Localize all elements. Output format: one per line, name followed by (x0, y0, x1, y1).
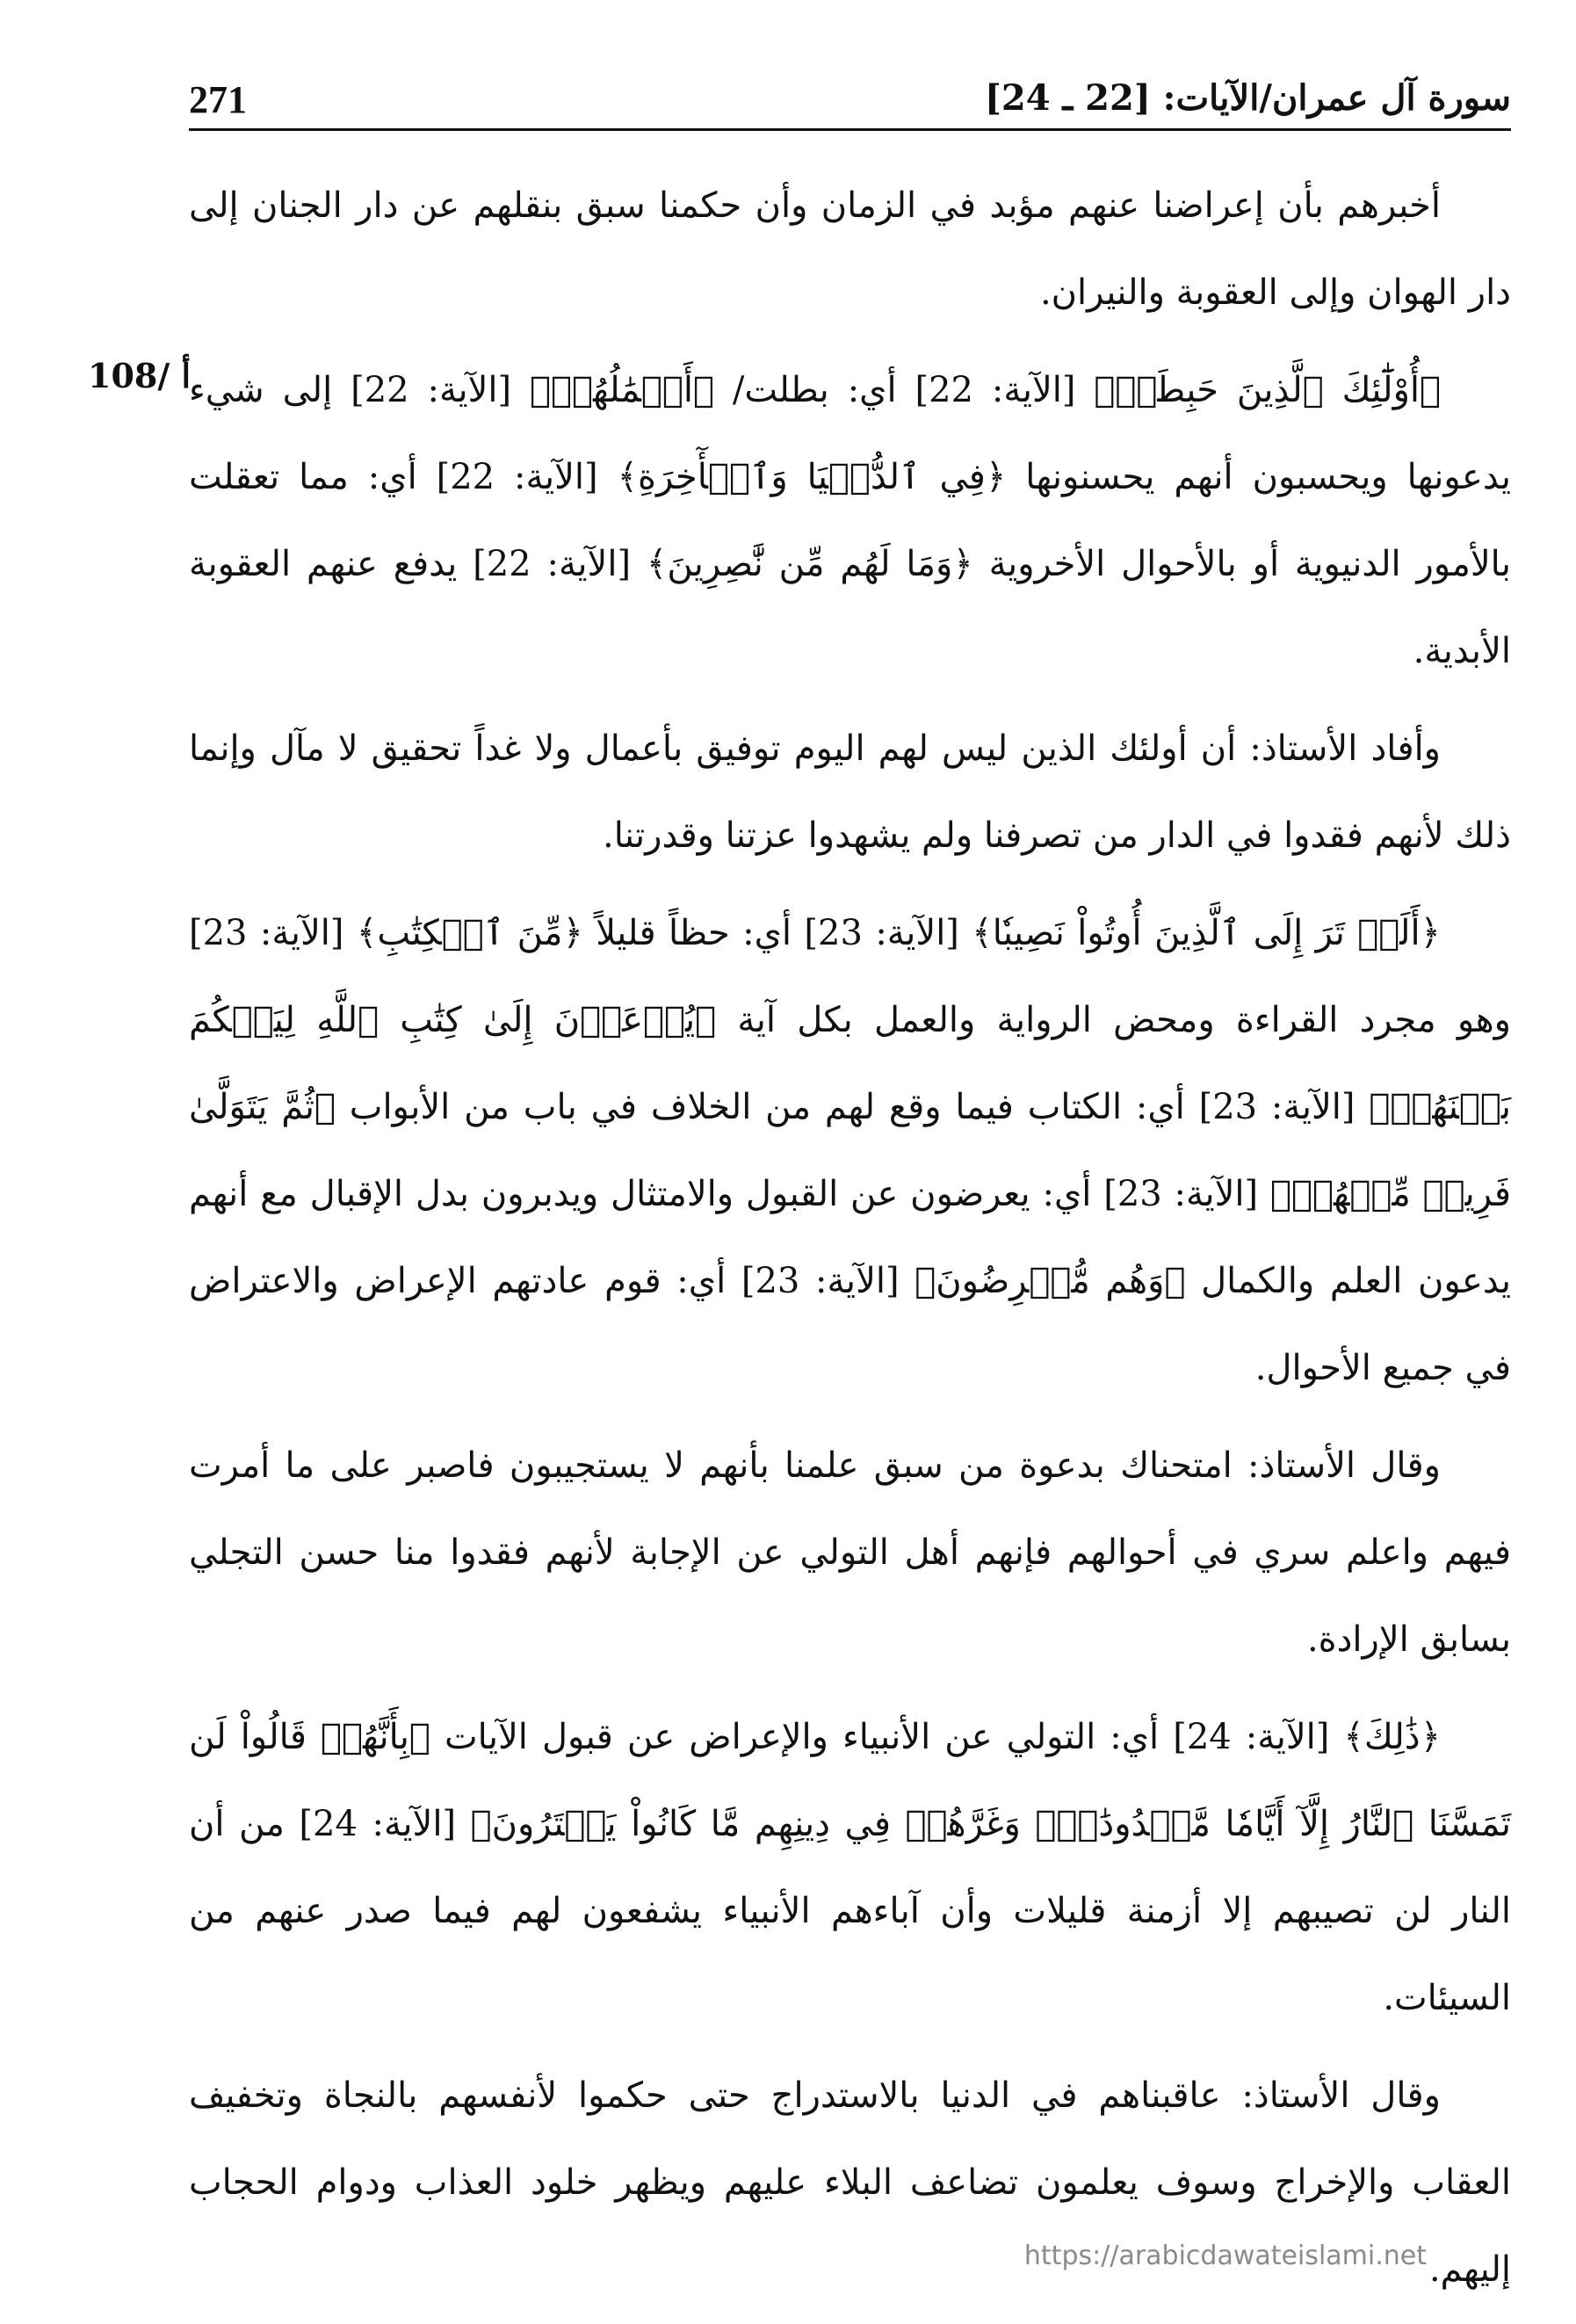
manuscript-folio-marker: 108/ أ (88, 356, 191, 395)
page-body (189, 163, 1511, 2324)
header-rule (189, 128, 1511, 131)
page-number: 271 (189, 78, 247, 121)
paragraph-5: وقال الأستاذ: امتحناك بدعوة من سبق علمنا بأنهم لا يستجيبون فاصبر على ما أمرت فيهم واعلم سري في أحوالهم فإنهم أهل التولي عن الإجابة لأنهم فقدوا منا حسن التجلي بسابق الإرادة. (189, 1445, 1511, 1660)
paragraph-2: ﴿أُوْلَٰٓئِكَ ٱلَّذِينَ حَبِطَتۡ﴾ [الآية: 22] أي: بطلت/ ﴿أَعۡمَٰلُهُمۡ﴾ [الآية: 22] إلى شيء يدعونها ويحسبون أنهم يحسنونها ﴿فِي ٱلدُّنۡيَا وَٱلۡأٓخِرَةِ﴾ [الآية: 22] أي: مما تعقلت بالأمور الدنيوية أو بالأحوال الأخروية ﴿وَمَا لَهُم مِّن نَّٰصِرِينَ﴾ [الآية: 22] يدفع عنهم العقوبة الأبدية. (189, 370, 1512, 671)
page-header (189, 69, 1511, 130)
running-title: سورة آل عمران/الآيات: [22 ـ 24] (984, 77, 1511, 119)
paragraph-6: ﴿ذَٰلِكَ﴾ [الآية: 24] أي: التولي عن الأنبياء والإعراض عن قبول الآيات ﴿بِأَنَّهُمۡ قَالُواْ لَن تَمَسَّنَا ٱلنَّارُ إِلَّآ أَيَّامٗا مَّعۡدُودَٰتٖۖ وَغَرَّهُمۡ فِي دِينِهِم مَّا كَانُواْ يَفۡتَرُونَ﴾ [الآية: 24] من أن النار لن تصيبهم إلا أزمنة قليلات وأن آباءهم الأنبياء يشفعون لهم فيما صدر عنهم من السيئات. (189, 1717, 1512, 2018)
paragraph-4: ﴿أَلَمۡ تَرَ إِلَى ٱلَّذِينَ أُوتُواْ نَصِيبٗا﴾ [الآية: 23] أي: حظاً قليلاً ﴿مِّنَ ٱلۡكِتَٰبِ﴾ [الآية: 23] وهو مجرد القراءة ومحض الرواية والعمل بكل آية ﴿يُدۡعَوۡنَ إِلَىٰ كِتَٰبِ ٱللَّهِ لِيَحۡكُمَ بَيۡنَهُمۡ﴾ [الآية: 23] أي: الكتاب فيما وقع لهم من الخلاف في باب من الأبواب ﴿ثُمَّ يَتَوَلَّىٰ فَرِيقٞ مِّنۡهُمۡ﴾ [الآية: 23] أي: يعرضون عن القبول والامتثال ويدبرون بدل الإقبال مع أنهم يدعون العلم والكمال ﴿وَهُم مُّعۡرِضُونَ﴾ [الآية: 23] أي: قوم عادتهم الإعراض والاعتراض في جميع الأحوال. (189, 913, 1512, 1388)
paragraph-7: وقال الأستاذ: عاقبناهم في الدنيا بالاستدراج حتى حكموا لأنفسهم بالنجاة وتخفيف العقاب والإخراج وسوف يعلمون تضاعف البلاء عليهم ويظهر خلود العذاب ودوام الحجاب إليهم. (189, 2075, 1511, 2290)
paragraph-3: وأفاد الأستاذ: أن أولئك الذين ليس لهم اليوم توفيق بأعمال ولا غداً تحقيق لا مآل وإنما ذلك لأنهم فقدوا في الدار من تصرفنا ولم يشهدوا عزتنا وقدرتنا. (189, 728, 1511, 856)
source-watermark: https://arabicdawateislami.net (1023, 2241, 1427, 2271)
paragraph-1: أخبرهم بأن إعراضنا عنهم مؤبد في الزمان وأن حكمنا سبق بنقلهم عن دار الجنان إلى دار الهوان وإلى العقوبة والنيران. (189, 185, 1511, 313)
